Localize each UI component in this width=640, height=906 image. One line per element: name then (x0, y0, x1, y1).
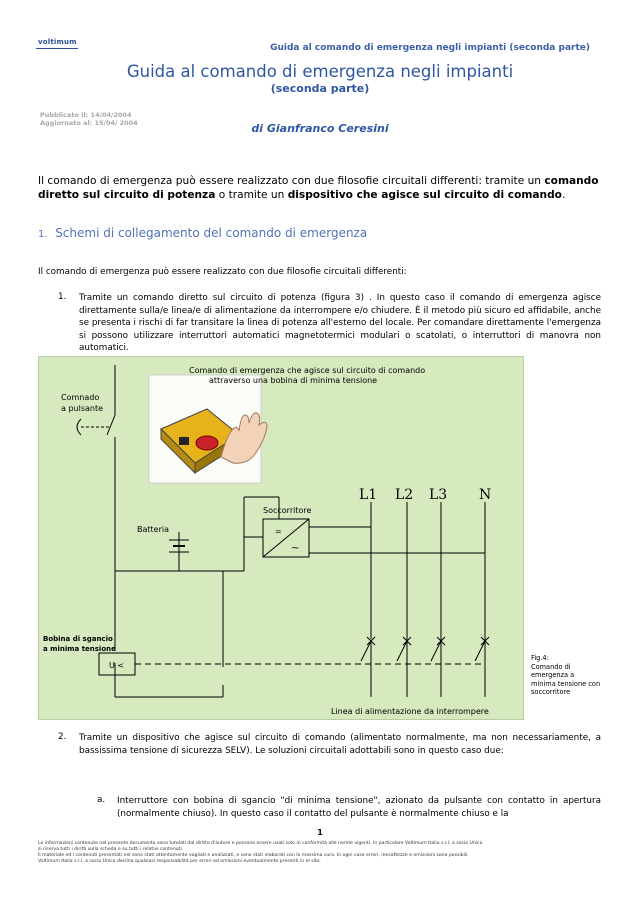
legal-footer (38, 841, 603, 865)
soccorritore-label: Soccorritore (263, 506, 312, 515)
figure-4-diagram (38, 356, 524, 720)
line-label-l2: L2 (395, 487, 414, 503)
section-title: Schemi di collegamento del comando di emergenza (55, 226, 368, 240)
bobina-label-2: a minima tensione (43, 645, 116, 653)
intro-paragraph (38, 175, 603, 202)
caption-title: Fig.4: (531, 654, 549, 662)
footer-line-2: si riserva tutti i diritti sulla scheda e su tutti i relativi contenuti. (38, 847, 184, 852)
bottom-line-label: Linea di alimentazione da interrompere (331, 707, 489, 716)
intro-text-1: Il comando di emergenza può essere realizzato con due filosofie circuitali differenti: tramite un (38, 175, 545, 187)
svg-text:=: = (275, 527, 282, 536)
list-number-2: 2. (58, 732, 67, 742)
intro-text-3: . (561, 188, 566, 201)
section-heading (38, 226, 367, 240)
figure-top-label-1: Comando di emergenza che agisce sul circuito di comando (189, 366, 426, 375)
line-label-l3: L3 (429, 487, 448, 503)
intro-text-2: o tramite un (215, 188, 288, 201)
intro-bold-2: dispositivo che agisce sul circuito di comando (287, 188, 562, 201)
bobina-label-1: Bobina di sgancio (43, 635, 113, 643)
circuit-diagram (39, 357, 523, 719)
comando-label-2: a pulsante (61, 404, 104, 413)
list-item-1: Tramite un comando diretto sul circuito di potenza (figura 3) . In questo caso il comando di emergenza agisce direttamente sulla/e linea/e di alimentazione da interrompere e/o chiudere. È il metodo più sicuro ed affidabile, anche se presenta i rischi di far transitare la linea di potenza all'esterno del locale. Per comandare direttamente l'emergenza si possono utilizzare interruttori automatici magnetotermici modulari o scatolati, o interruttori di manovra non automatici. (79, 293, 601, 354)
figure-caption (531, 654, 601, 697)
svg-text:~: ~ (291, 543, 300, 554)
page-number: 1 (317, 828, 323, 837)
page-title: Guida al comando di emergenza negli impianti (126, 62, 514, 81)
figure-top-label-2: attraverso una bobina di minima tensione (209, 376, 378, 385)
section-number: 1. (38, 229, 48, 240)
batteria-label: Batteria (137, 525, 169, 534)
footer-line-3: Il materiale ed i contenuti presentati nel sono stati attentamente vagliati e analizzati, e sono stati elaborati con la massima cura. In ogni caso errori, inesattezze e omissioni sono possibili. (38, 853, 469, 858)
logo-underline (36, 48, 78, 49)
caption-text: Comando di emergenza a minima tensione con soccorritore (531, 662, 601, 697)
voltimum-logo[interactable]: voltimum (38, 38, 77, 46)
footer-line-1: Le informazioni contenute nel presente documento sono tutelati dal diritto d'autore e possono essere usati solo in conformità alle norme vigenti. In particolare Voltimum Italia s.r.l. a socio Unico (38, 841, 483, 846)
list-item-2: Tramite un dispositivo che agisce sul circuito di comando (alimentato normalmente, ma non necessariamente, a bassissima tensione di sicurezza SELV). Le soluzioni circuitali adottabili sono in questo caso due: (79, 733, 601, 756)
line-label-l1: L1 (359, 487, 378, 503)
comando-label-1: Comnado (61, 393, 100, 402)
sublist-letter-a: a. (97, 795, 106, 805)
published-date: Pubblicato il: 14/04/2004 (40, 111, 132, 119)
emergency-button-photo (149, 375, 267, 483)
coil-symbol: U < (109, 661, 125, 670)
updated-date: Aggiornato al: 15/04/ 2004 (40, 119, 138, 127)
sublist-item-a: Interruttore con bobina di sgancio "di minima tensione", azionato da pulsante con contatto in apertura (normalmente chiuso). In questo caso il contatto del pulsante è normalmente chiuso e la (117, 796, 601, 819)
footer-line-4: Voltimum Italia s.r.l. a socio Unico declina qualsiasi responsabilità per errori ed omissioni eventualmente presenti in el sito. (38, 859, 321, 864)
author-byline: di Gianfranco Ceresini (251, 122, 389, 135)
line-label-n: N (479, 487, 492, 503)
list-number-1: 1. (58, 292, 67, 302)
section-paragraph: Il comando di emergenza può essere realizzato con due filosofie circuitali differenti: (38, 267, 407, 277)
page-subtitle: (seconda parte) (270, 82, 370, 95)
intro-bold-1: comando diretto sul circuito di potenza (38, 175, 599, 201)
running-header: Guida al comando di emergenza negli impianti (seconda parte) (270, 43, 590, 53)
